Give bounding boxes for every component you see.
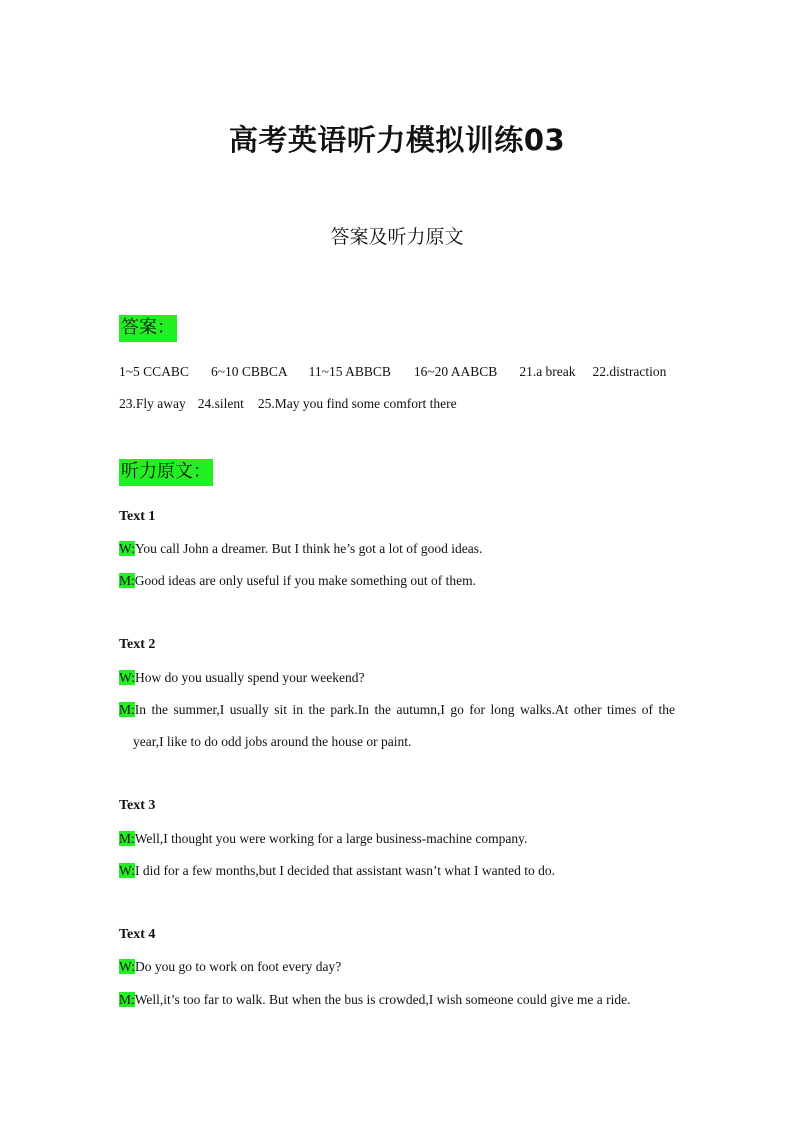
- dialogue-continuation: year,I like to do odd jobs around the house or paint.: [133, 734, 412, 749]
- answers-heading: 答案：: [119, 315, 177, 342]
- page-subtitle: 答案及听力原文: [330, 226, 464, 248]
- dialogue-text: How do you usually spend your weekend?: [135, 670, 365, 685]
- speaker-tag: W:: [119, 541, 135, 556]
- speaker-tag: M:: [119, 992, 135, 1007]
- answer-group-6-10: 6~10 CBBCA: [210, 364, 288, 379]
- dialogue-line: [119, 830, 527, 848]
- dialogue-text: I did for a few months,but I decided that assistant wasn’t what I wanted to do.: [135, 863, 556, 878]
- dialogue-line: [119, 540, 482, 558]
- dialogue-text: Well,it’s too far to walk. But when the bus is crowded,I wish someone could give me a ride.: [134, 992, 631, 1007]
- answers-line-1: [119, 363, 666, 381]
- dialogue-text: Good ideas are only useful if you make something out of them.: [134, 573, 476, 588]
- dialogue-text: In the summer,I usually sit in the park.In the autumn,I go for long walks.At other times of the: [134, 702, 675, 717]
- text-1-label: Text 1: [119, 509, 156, 524]
- answers-line-2: [119, 395, 457, 413]
- page-title: 高考英语听力模拟训练03: [228, 123, 566, 157]
- speaker-tag: W:: [119, 863, 135, 878]
- speaker-tag: M:: [119, 702, 135, 717]
- dialogue-text: You call John a dreamer. But I think he’s got a lot of good ideas.: [135, 541, 483, 556]
- dialogue-text: Well,I thought you were working for a large business-machine company.: [134, 831, 528, 846]
- answer-group-16-20: 16~20 AABCB: [413, 364, 498, 379]
- answer-21: 21.a break: [519, 364, 576, 379]
- answer-25: 25.May you find some comfort there: [257, 396, 457, 411]
- text-2-label: Text 2: [119, 637, 156, 652]
- dialogue-line: [119, 701, 675, 719]
- speaker-tag: W:: [119, 959, 135, 974]
- answer-group-11-15: 11~15 ABBCB: [308, 364, 391, 379]
- text-4-label: Text 4: [119, 927, 156, 942]
- speaker-tag: M:: [119, 831, 135, 846]
- dialogue-line: [119, 958, 341, 976]
- answer-22: 22.distraction: [592, 364, 667, 379]
- text-3-label: Text 3: [119, 798, 156, 813]
- dialogue-line: [119, 669, 364, 687]
- dialogue-text: Do you go to work on foot every day?: [135, 959, 342, 974]
- speaker-tag: W:: [119, 670, 135, 685]
- answer-24: 24.silent: [197, 396, 244, 411]
- dialogue-line: [119, 572, 476, 590]
- answer-23: 23.Fly away: [119, 396, 186, 411]
- speaker-tag: M:: [119, 573, 135, 588]
- dialogue-line: [119, 862, 555, 880]
- transcript-heading: 听力原文：: [119, 459, 213, 486]
- answer-group-1-5: 1~5 CCABC: [119, 364, 189, 379]
- dialogue-line: [119, 991, 630, 1009]
